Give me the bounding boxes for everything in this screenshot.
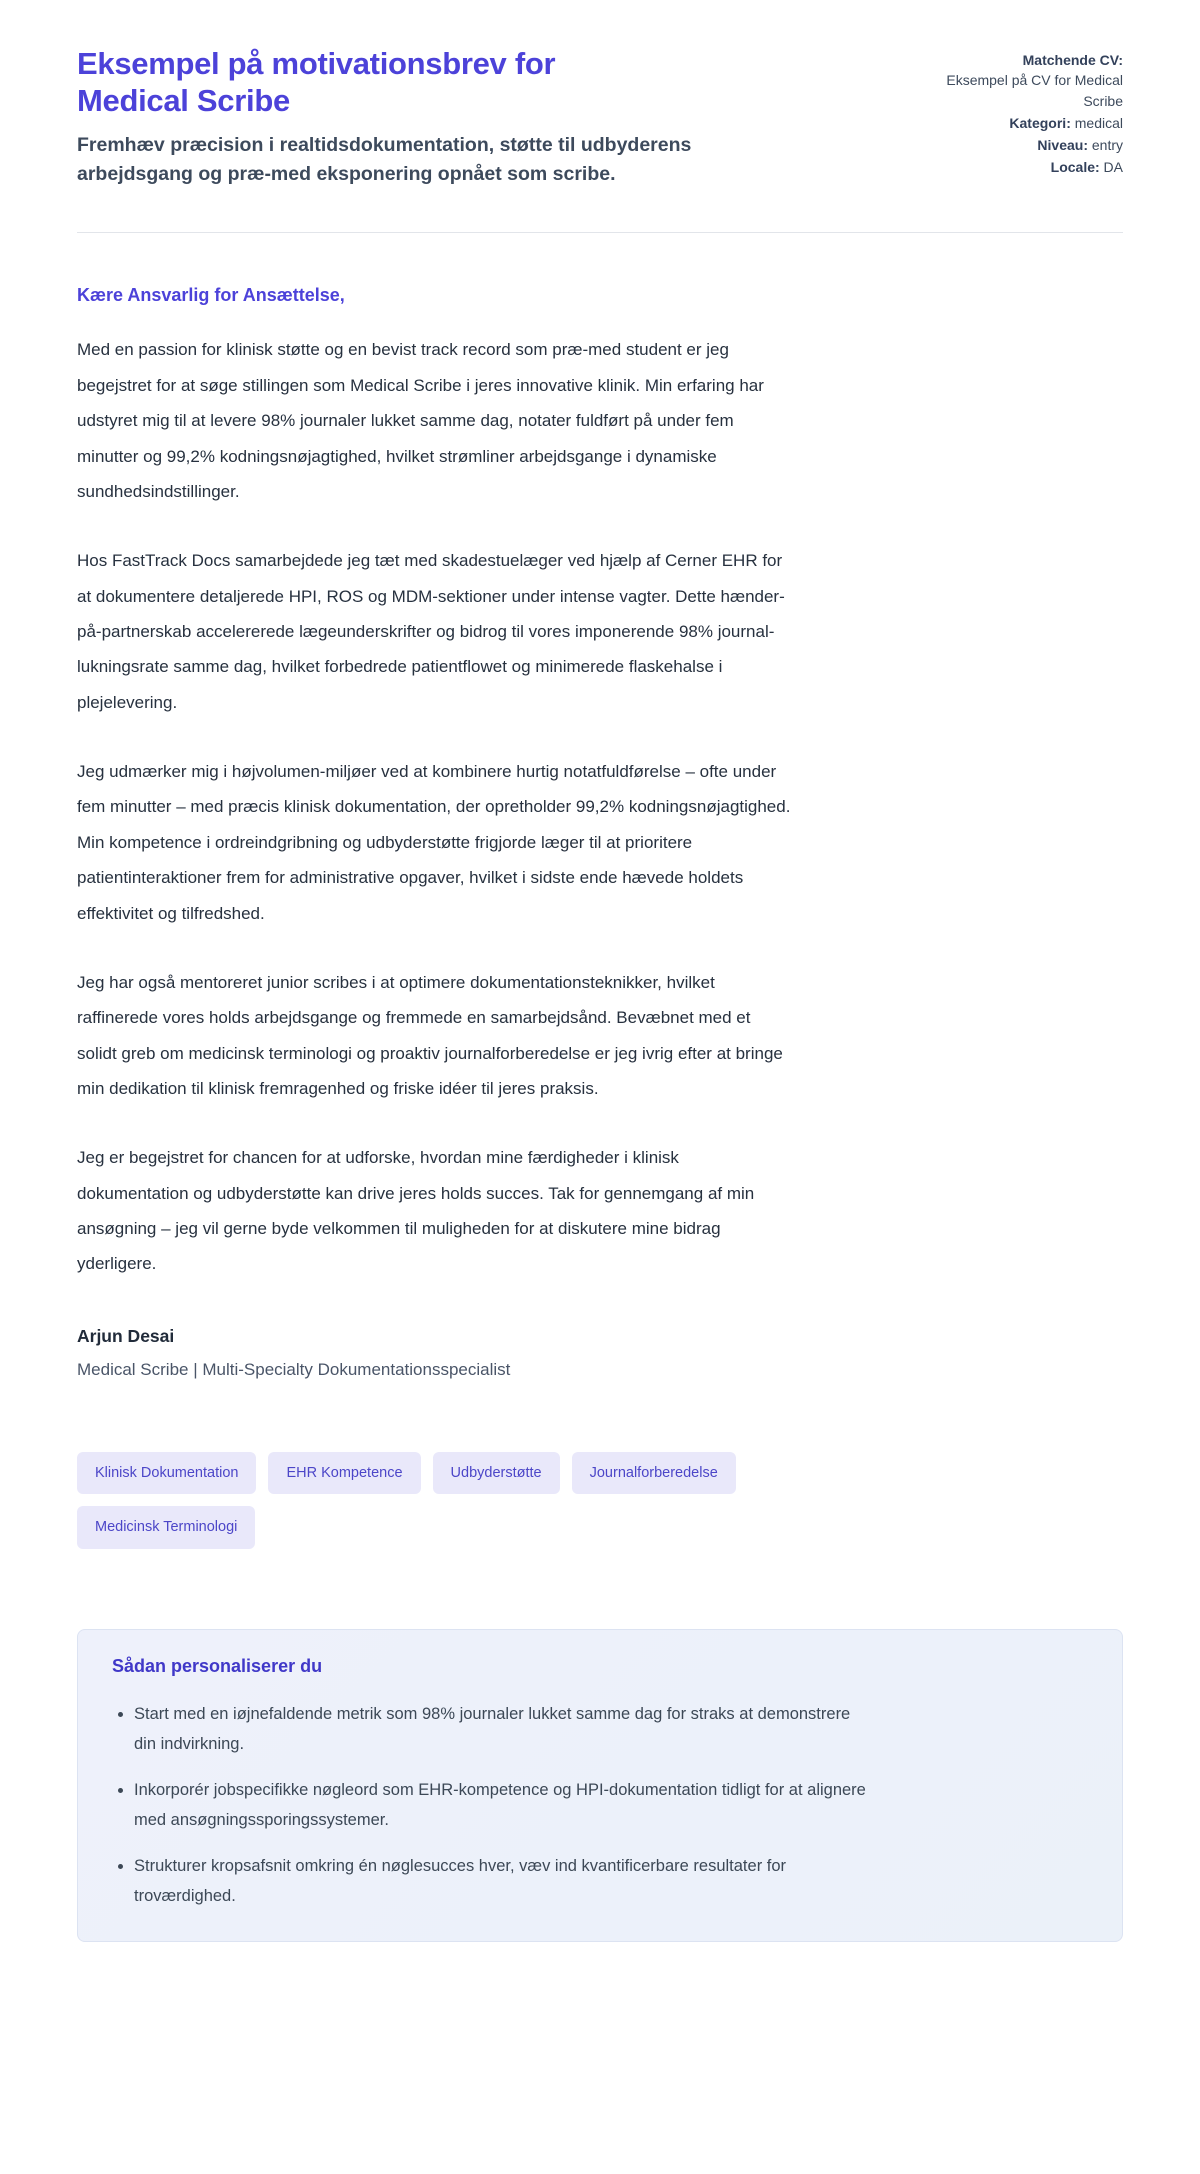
tag-chip: Medicinsk Terminologi <box>77 1506 255 1549</box>
letter-paragraph: Hos FastTrack Docs samarbejdede jeg tæt med skadestuelæger ved hjælp af Cerner EHR for at dokumentere detaljerede HPI, ROS og MDM-sektioner under intense vagter. Dette hænder-på-partnerskab accelererede lægeunderskrifter og bidrog til vores imponerende 98% journal-lukningsrate samme dag, hvilket forbedrede patientflowet og minimerede flaskehalse i plejelevering. <box>77 551 785 712</box>
page-subtitle: Fremhæv præcision i realtidsdokumentation, støtte til udbyderens arbejdsgang og præ-med eksponering opnået som scribe. <box>77 134 692 185</box>
meta-locale <box>903 157 1123 177</box>
signature-block <box>77 1326 1123 1380</box>
letter-paragraph: Jeg udmærker mig i højvolumen-miljøer ved at kombinere hurtig notatfuldførelse – ofte under fem minutter – med præcis klinisk dokumentation, der opretholder 99,2% kodningsnøjagtighed. Min kompetence i ordreindgribning og udbyderstøtte frigjorde læger til at prioritere patientinteraktioner frem for administrative opgaver, hvilket i sidste ende hævede holdets effektivitet og tilfredshed. <box>77 762 791 923</box>
tips-list <box>112 1699 872 1911</box>
signature-title: Medical Scribe | Multi-Specialty Dokumentationsspecialist <box>77 1359 511 1379</box>
letter-paragraph: Med en passion for klinisk støtte og en bevist track record som præ-med student er jeg begejstret for at søge stillingen som Medical Scribe i jeres innovative klinik. Min erfaring har udstyret mig til at levere 98% journaler lukket samme dag, notater fuldført på under fem minutter og 99,2% kodningsnøjagtighed, hvilket strømliner arbejdsgange i dynamiske sundhedsindstillinger. <box>77 340 764 501</box>
tag-chip: Klinisk Dokumentation <box>77 1452 256 1495</box>
letter-greeting: Kære Ansvarlig for Ansættelse, <box>77 285 345 306</box>
tips-heading: Sådan personaliserer du <box>112 1655 323 1676</box>
header-divider <box>77 232 1123 233</box>
meta-level-label: Niveau: <box>1037 137 1088 154</box>
personalization-tips-box <box>77 1629 1123 1942</box>
page-container <box>77 0 1123 1942</box>
tag-chip: EHR Kompetence <box>268 1452 420 1495</box>
tip-item: • Inkorporér jobspecifikke nøgleord som EHR-kompetence og HPI-dokumentation tidligt for at alignere med ansøgningssporingssystemer. <box>134 1775 872 1835</box>
meta-category <box>903 113 1123 133</box>
meta-matching-cv-value: Eksempel på CV for Medical Scribe <box>946 72 1123 109</box>
skill-tags <box>77 1452 793 1549</box>
meta-level <box>903 135 1123 155</box>
signature-name: Arjun Desai <box>77 1325 175 1346</box>
header <box>77 46 1123 188</box>
meta-category-value: medical <box>1074 114 1123 131</box>
tip-item: • Strukturer kropsafsnit omkring én nøglesucces hver, væv ind kvantificerbare resultater for troværdighed. <box>134 1851 872 1911</box>
tag-chip: Udbyderstøtte <box>433 1452 560 1495</box>
meta-level-value: entry <box>1091 137 1123 154</box>
meta-matching-cv <box>903 50 1123 111</box>
meta-locale-value: DA <box>1103 159 1123 176</box>
letter-paragraph: Jeg er begejstret for chancen for at udforske, hvordan mine færdigheder i klinisk dokumentation og udbyderstøtte kan drive jeres holds succes. Tak for gennemgang af min ansøgning – jeg vil gerne byde velkommen til muligheden for at diskutere mine bidrag yderligere. <box>77 1148 755 1274</box>
letter-paragraph: Jeg har også mentoreret junior scribes i at optimere dokumentationsteknikker, hvilket raffinerede vores holds arbejdsgange og fremmede en samarbejdsånd. Bevæbnet med et solidt greb om medicinsk terminologi og proaktiv journalforberedelse er jeg ivrig efter at bringe min dedikation til klinisk fremragenhed og friske idéer til jeres praksis. <box>77 972 783 1098</box>
tag-chip: Journalforberedelse <box>572 1452 736 1495</box>
title-block <box>77 46 702 188</box>
meta-category-label: Kategori: <box>1009 114 1071 131</box>
page-title: Eksempel på motivationsbrev for Medical Scribe <box>77 46 556 118</box>
letter-body <box>77 285 1123 1379</box>
meta-locale-label: Locale: <box>1050 159 1100 176</box>
meta-block <box>903 46 1123 180</box>
meta-matching-cv-label: Matchende CV: <box>1022 52 1123 68</box>
tip-item: • Start med en iøjnefaldende metrik som 98% journaler lukket samme dag for straks at demonstrere din indvirkning. <box>134 1699 872 1759</box>
